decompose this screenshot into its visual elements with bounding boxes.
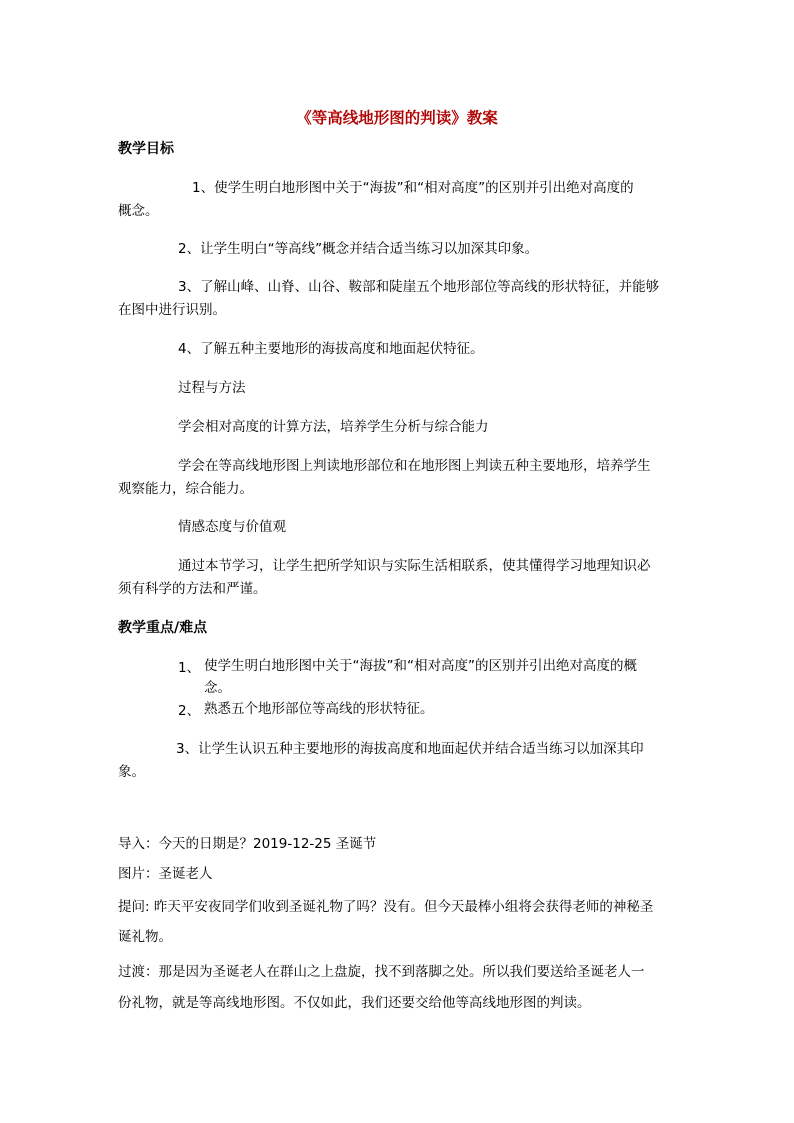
transition-line-1: 过渡：那是因为圣诞老人在群山之上盘旋，找不到落脚之处。所以我们要送给圣诞老人一 [118, 964, 645, 980]
objective-3-line-2: 在图中进行识别。 [118, 302, 226, 318]
process-heading: 过程与方法 [178, 380, 246, 396]
intro-line: 导入：今天的日期是？2019-12-25 圣诞节 [118, 836, 377, 852]
document-title: 《等高线地形图的判读》教案 [296, 108, 498, 127]
key-point-1-number: 1、 [178, 660, 201, 676]
objective-3-line-1: 3、了解山峰、山脊、山谷、鞍部和陡崖五个地形部位等高线的形状特征，并能够 [178, 279, 660, 295]
transition-line-2: 份礼物，就是等高线地形图。不仅如此，我们还要交给他等高线地形图的判读。 [118, 995, 591, 1011]
objective-1-line-1: 1、使学生明白地形图中关于“海拔”和“相对高度”的区别并引出绝对高度的 [192, 180, 634, 196]
key-point-1-line-2: 念。 [204, 680, 231, 696]
section-heading-objectives: 教学目标 [118, 141, 174, 157]
objective-4: 4、了解五种主要地形的海拔高度和地面起伏特征。 [178, 341, 484, 357]
process-text-2-line-1: 学会在等高线地形图上判读地形部位和在地形图上判读五种主要地形，培养学生 [178, 458, 651, 474]
key-point-3-line-1: 3、让学生认识五种主要地形的海拔高度和地面起伏并结合适当练习以加深其印 [176, 741, 644, 757]
objective-1-line-2: 概念。 [118, 203, 159, 219]
picture-line: 图片：圣诞老人 [118, 866, 213, 882]
process-text-1: 学会相对高度的计算方法，培养学生分析与综合能力 [178, 419, 489, 435]
section-heading-key-points: 教学重点/难点 [118, 620, 208, 636]
key-point-2-number: 2、 [178, 703, 201, 719]
emotion-text-line-2: 须有科学的方法和严谨。 [118, 581, 267, 597]
key-point-1-line-1: 使学生明白地形图中关于“海拔”和“相对高度”的区别并引出绝对高度的概 [204, 658, 637, 674]
emotion-text-line-1: 通过本节学习，让学生把所学知识与实际生活相联系，使其懂得学习地理知识必 [178, 558, 651, 574]
objective-2: 2、让学生明白“等高线”概念并结合适当练习以加深其印象。 [178, 241, 539, 257]
question-line-2: 诞礼物。 [118, 929, 172, 945]
process-text-2-line-2: 观察能力，综合能力。 [118, 481, 253, 497]
question-line-1: 提问: 昨天平安夜同学们收到圣诞礼物了吗？没有。但今天最棒小组将会获得老师的神秘圣 [118, 899, 654, 915]
key-point-2: 熟悉五个地形部位等高线的形状特征。 [204, 701, 434, 717]
key-point-3-line-2: 象。 [118, 764, 145, 780]
emotion-heading: 情感态度与价值观 [178, 519, 286, 535]
